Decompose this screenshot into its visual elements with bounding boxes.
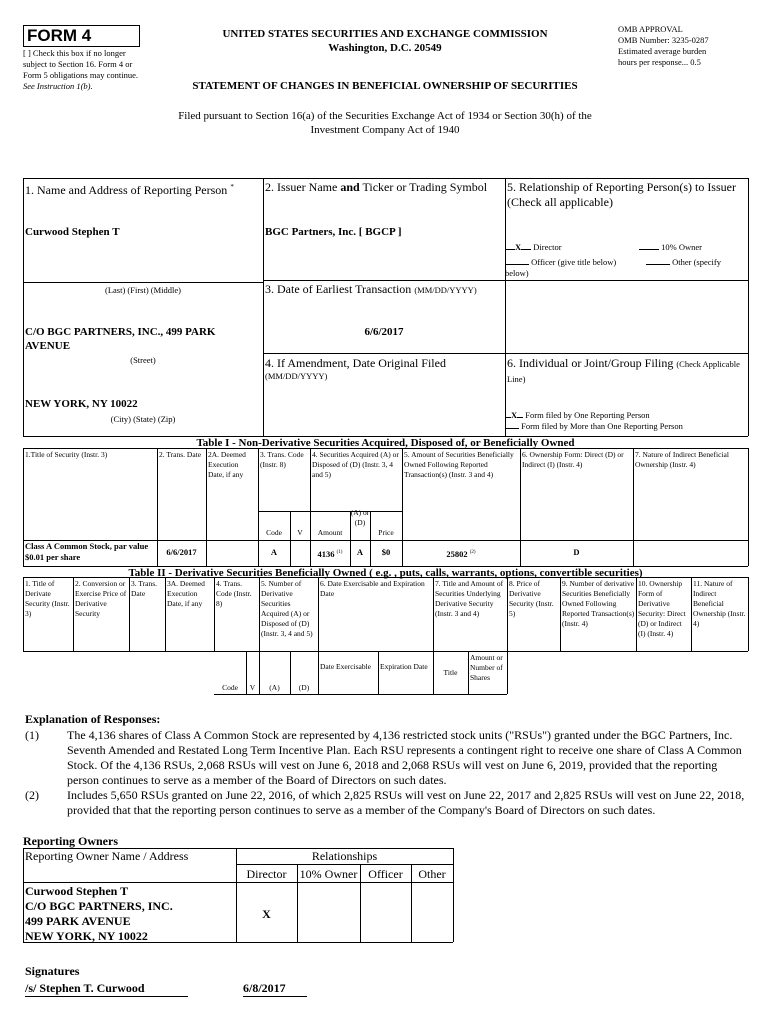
t2-h4: 4. Trans. Code (Instr. 8) (216, 579, 252, 608)
t1-row-date: 6/6/2017 (166, 547, 197, 557)
t1-row-title: Class A Common Stock, par value $0.01 per share (25, 541, 149, 562)
t1-h6: 6. Ownership Form: Direct (D) or Indirect (I) (Instr. 4) (522, 450, 624, 469)
t2-h10: 10. Ownership Form of Derivative Security: Direct (D) or Indirect (I) (Instr. 4) (638, 579, 686, 638)
filed-pursuant-2: Investment Company Act of 1940 (310, 124, 460, 136)
director-label: Director (533, 242, 562, 252)
ro-col-director: Director (246, 867, 287, 881)
signature: /s/ Stephen T. Curwood (25, 981, 188, 997)
explanation-text-2: Includes 5,650 RSUs granted on June 22, 2016, of which 2,825 RSUs will vest on June 22, 2017 and 2,825 RSUs will vest on June 22, 2018, provided that that the reporting person continues to serve as a member of the Company's Board of Directors on such dates. (67, 788, 745, 817)
agency-name: UNITED STATES SECURITIES AND EXCHANGE COMMISSION (222, 28, 548, 40)
t1-sub-code: Code (266, 528, 282, 537)
form-title: FORM 4 (23, 25, 140, 47)
t1-row-form: D (573, 547, 580, 557)
table2-title: Table II - Derivative Securities Beneficially Owned ( e.g. , puts, calls, warrants, options, convertible securities) (128, 567, 643, 579)
city-parts-label: (City) (State) (Zip) (110, 414, 176, 424)
t1-row-amount-value: 4136 (317, 548, 335, 559)
box1-label-text: 1. Name and Address of Reporting Person (25, 183, 228, 197)
name-parts-label: (Last) (First) (Middle) (104, 285, 181, 295)
ro-col-ten: 10% Owner (299, 867, 358, 881)
ro-col-other: Other (418, 867, 446, 881)
ro-col-name: Reporting Owner Name / Address (25, 849, 189, 863)
other-blank (646, 256, 670, 265)
ro-director-mark: X (262, 907, 271, 921)
box2-label-pre: 2. Issuer Name (265, 180, 341, 194)
director-checkbox[interactable] (505, 241, 562, 253)
omb-burden-1: Estimated average burden (618, 46, 707, 56)
t1-row-owned-value: 25802 (446, 548, 468, 559)
t2-h6: 6. Date Exercisable and Expiration Date (320, 579, 425, 598)
reporting-person-name: Curwood Stephen T (25, 226, 120, 238)
t2-h3a: 3A. Deemed Execution Date, if any (167, 579, 205, 608)
box3-hint: (MM/DD/YYYY) (414, 285, 477, 295)
t2-h11: 11. Nature of Indirect Beneficial Ownership (Instr. 4) (693, 579, 746, 628)
more-blank (505, 420, 519, 429)
t1-h3: 3. Trans. Code (Instr. 8) (260, 450, 304, 469)
t1-h5: 5. Amount of Securities Beneficially Owned Following Reported Transaction(s) (Instr. 3 and 4) (404, 450, 514, 479)
other-checkbox[interactable] (505, 256, 745, 279)
box1-asterisk: * (230, 183, 234, 191)
box3-label (265, 282, 503, 297)
t2-sub-date-ex: Date Exercisable (320, 662, 372, 671)
t2-h8: 8. Price of Derivative Security (Instr. 5) (509, 579, 554, 618)
t1-row-ad: A (356, 547, 364, 557)
box4-hint: (MM/DD/YYYY) (265, 371, 328, 381)
t1-row-price: $0 (381, 547, 391, 557)
earliest-transaction-date: 6/6/2017 (364, 326, 404, 338)
checkbox-note-text: [ ] Check this box if no longer subject to Section 16. Form 4 or Form 5 obligations may continue. (23, 48, 138, 80)
t2-h3: 3. Trans. Date (131, 579, 158, 598)
box5-label: 5. Relationship of Reporting Person(s) to Issuer (507, 180, 736, 194)
ro-owner-line-2: C/O BGC PARTNERS, INC. (25, 899, 173, 913)
box2-label-post: Ticker or Trading Symbol (359, 180, 488, 194)
omb-number: OMB Number: 3235-0287 (618, 35, 709, 45)
director-blank-post (521, 241, 531, 250)
officer-label: Officer (give title below) (531, 257, 617, 267)
t1-h2: 2. Trans. Date (159, 450, 202, 459)
t2-sub-a: (A) (269, 683, 280, 692)
box4-label: 4. If Amendment, Date Original Filed (265, 356, 446, 370)
reporting-person-city: NEW YORK, NY 10022 (25, 398, 138, 410)
box2-label (265, 180, 503, 195)
ro-owner-line-3: 499 PARK AVENUE (25, 914, 131, 928)
t2-sub-code: Code (222, 683, 238, 692)
more-person-checkbox[interactable] (505, 420, 683, 432)
ro-owner-line-4: NEW YORK, NY 10022 (25, 929, 148, 943)
explanation-text-1: The 4,136 shares of Class A Common Stock are represented by 4,136 restricted stock units ("RSUs") granted under the BGC Partners, Inc. Seventh Amended and Restated Long Term Incentive Plan. Each RSU represents a contingent right to receive one share of Class A Common Stock. Of the 4,136 RSUs, 2,068 RSUs will vest on June 6, 2018 and 2,068 RSUs will vest on June 6, 2019, provided that the reporting person continues to serve as a member of the Board of Directors on such dates. (67, 728, 742, 787)
t1-sub-price: Price (378, 528, 394, 537)
more-person-label: Form filed by More than One Reporting Person (521, 421, 683, 431)
t2-h5: 5. Number of Derivative Securities Acquired (A) or Disposed of (D) (Instr. 3, 4 and 5) (261, 579, 313, 638)
t1-row-amount (310, 547, 350, 560)
t2-h9: 9. Number of derivative Securities Beneficially Owned Following Reported Transaction(s) (Instr. 4) (562, 579, 635, 628)
t1-h4: 4. Securities Acquired (A) or Disposed of (D) (Instr. 3, 4 and 5) (312, 450, 399, 479)
ten-pct-label: 10% Owner (661, 242, 702, 252)
agency-city: Washington, D.C. 20549 (328, 42, 442, 54)
ten-pct-blank (639, 241, 659, 250)
t1-row-owned-note: (2) (469, 550, 476, 555)
t2-sub-exp: Expiration Date (380, 662, 428, 671)
explanation-num-2: (2) (25, 788, 39, 802)
ro-col-officer: Officer (368, 867, 403, 881)
director-mark: X (515, 242, 522, 252)
box2-label-and: and (340, 180, 360, 194)
box3-label-text: 3. Date of Earliest Transaction (265, 282, 412, 296)
t1-sub-ad: (A) or (D) (350, 508, 370, 527)
t1-h1: 1.Title of Security (Instr. 3) (25, 450, 108, 459)
explanation-num-1: (1) (25, 728, 39, 742)
street-label: (Street) (130, 355, 156, 365)
omb-burden-2: hours per response... 0.5 (618, 57, 701, 67)
ten-pct-checkbox[interactable] (639, 241, 702, 253)
statement-title: STATEMENT OF CHANGES IN BENEFICIAL OWNERSHIP OF SECURITIES (192, 80, 578, 92)
t2-sub-d: (D) (298, 683, 310, 692)
t2-sub-amount: Amount or Number of Shares (470, 653, 503, 682)
t1-sub-amount: Amount (317, 528, 343, 537)
table1-title: Table I - Non-Derivative Securities Acquired, Disposed of, or Beneficially Owned (196, 437, 575, 449)
box5-sub: (Check all applicable) (507, 195, 613, 209)
one-person-label: Form filed by One Reporting Person (525, 410, 650, 420)
t1-row-code: A (270, 547, 278, 557)
checkbox-note (23, 48, 151, 92)
omb-approval: OMB APPROVAL (618, 24, 683, 34)
box1-label (25, 180, 261, 198)
see-instruction: See Instruction 1(b). (23, 81, 93, 91)
reporting-person-address: C/O BGC PARTNERS, INC., 499 PARK AVENUE (25, 326, 216, 352)
t1-sub-v: V (297, 528, 303, 537)
reporting-owners-heading: Reporting Owners (23, 834, 118, 848)
t1-h7: 7. Nature of Indirect Beneficial Ownership (Instr. 4) (635, 450, 729, 469)
other-label: Other (specify below) (505, 257, 721, 278)
explanation-heading: Explanation of Responses: (25, 712, 161, 726)
ro-owner-line-1: Curwood Stephen T (25, 884, 129, 898)
one-person-mark: X (511, 410, 518, 420)
t2-sub-v: V (249, 683, 256, 692)
box6-label-text: 6. Individual or Joint/Group Filing (507, 356, 674, 370)
t1-row-amount-note: (1) (336, 550, 343, 555)
signatures-heading: Signatures (25, 964, 80, 978)
t2-h2: 2. Conversion or Exercise Price of Derivative Security (75, 579, 127, 618)
t1-h2a: 2A. Deemed Execution Date, if any (208, 450, 246, 479)
t2-sub-title: Title (443, 668, 458, 677)
filed-pursuant-1: Filed pursuant to Section 16(a) of the Securities Exchange Act of 1934 or Section 30(h) of the (178, 110, 592, 122)
t2-h1: 1. Title of Derivate Security (Instr. 3) (25, 579, 70, 618)
t1-row-owned (402, 547, 520, 560)
box6-label (507, 356, 750, 386)
box6-hint: (Check Applicable Line) (507, 359, 740, 384)
t2-h7: 7. Title and Amount of Securities Underlying Derivative Security (Instr. 3 and 4) (435, 579, 504, 618)
ro-col-relationships: Relationships (311, 849, 378, 863)
signature-date: 6/8/2017 (243, 981, 307, 997)
omb-approval-box (618, 24, 758, 68)
director-blank-pre (505, 241, 515, 250)
issuer-name: BGC Partners, Inc. [ BGCP ] (265, 226, 402, 238)
one-blank-post (517, 409, 523, 418)
